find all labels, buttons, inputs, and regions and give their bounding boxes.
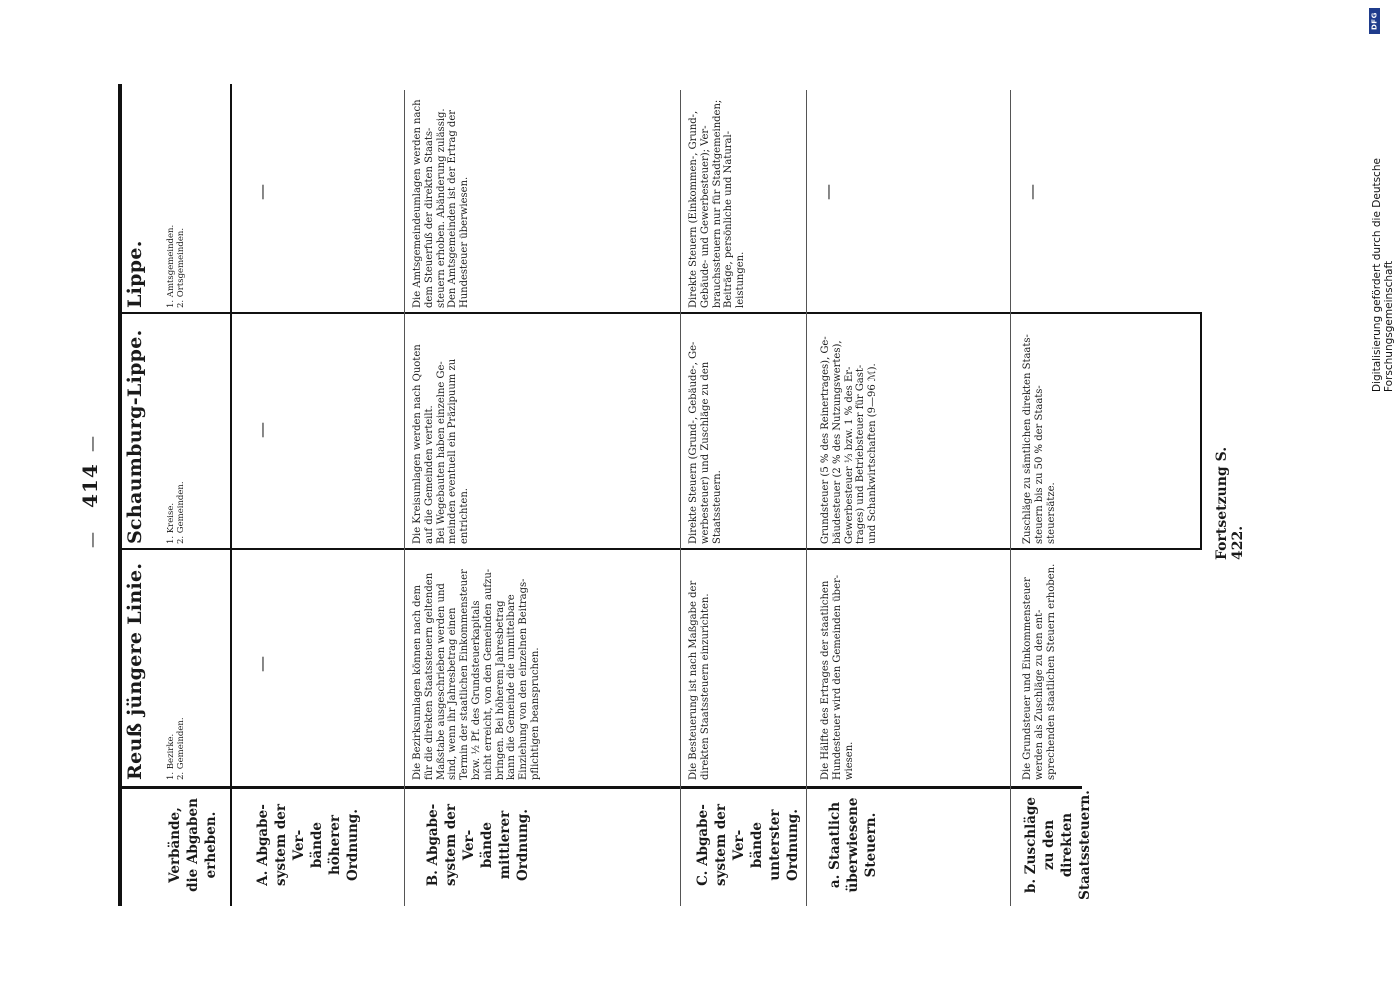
lippe-a-dash: — — [818, 184, 837, 200]
row-label-a: a. Staatlich überwiesene Steuern. — [827, 797, 879, 893]
row-rule-C — [680, 90, 681, 906]
reuss-C-text: Die Besteuerung ist nach Maßgabe der direkten Staatssteuern einzurichten. — [688, 580, 711, 780]
schaumburg-verbaende: 1. Kreise. 2. Gemeinden. — [166, 481, 186, 544]
reuss-verbaende: 1. Bezirke. 2. Gemeinden. — [166, 717, 186, 780]
column-rule-2 — [120, 312, 1202, 314]
continuation-note: Fortsetzung S. 422. — [1214, 446, 1246, 560]
reuss-B-text: Die Bezirksumlagen können nach dem für die direkten Staatssteuern geltenden Maßstabe ausgeschrieben werden und sind, wenn ihr Jahresbetrag einen Termin der staatlichen Einkommensteuer bzw. ½ Pf. des Grundsteuerkapitals nicht erreicht, von den Gemeinden aufzu- bringen. Bei höherem Jahresbetrag kann die Gemeinde die unmittelbare Einziehung von den einzelnen Beitrags- pflichtigen beanspruchen. — [412, 568, 541, 780]
lippe-B-text: Die Amtsgemeindeumlagen werden nach dem Steuerfuß der direkten Staats- steuern erhoben. Abänderung zulässig. Den Amtsgemeinden ist der Ertrag der Hundesteuer überwiesen. — [412, 99, 471, 308]
page-number-dash-left: — — [82, 532, 101, 548]
table-top-rule — [118, 84, 122, 906]
row-label-A: A. Abgabe- system der Ver- bände höherer Ordnung. — [255, 804, 361, 886]
rowlabel-column-rule — [120, 786, 1082, 789]
header-rule — [230, 84, 232, 906]
row-label-C: C. Abgabe- system der Ver- bände unterster Ordnung. — [695, 804, 801, 886]
schaumburg-A-dash: — — [252, 422, 271, 438]
reuss-b-text: Die Grundsteuer und Einkommensteuer werden als Zuschläge zu den ent- sprechenden staatlichen Steuern erhoben. — [1022, 563, 1057, 780]
reuss-A-dash: — — [252, 656, 271, 672]
row-rule-B — [404, 90, 405, 906]
digitization-credit: Digitalisierung gefördert durch die Deutsche Forschungsgemeinschaft — [1371, 158, 1395, 392]
lippe-b-dash: — — [1022, 184, 1041, 200]
schaumburg-b-text: Zuschläge zu sämtlichen direkten Staats- steuern bis zu 50 % der Staats- steuersätze. — [1022, 334, 1057, 544]
page-number-dash-right: — — [82, 436, 101, 452]
page-number: 414 — [78, 463, 102, 508]
table-bottom-rule — [1200, 312, 1202, 550]
row-label-B: B. Abgabe- system der Ver- bände mittlerer Ordnung. — [425, 803, 531, 887]
column-title-schaumburg: Schaumburg-Lippe. — [124, 329, 146, 544]
row-label-b: b. Zuschläge zu den direkten Staatssteuern. — [1023, 790, 1093, 900]
schaumburg-B-text: Die Kreisumlagen werden nach Quoten auf die Gemeinden verteilt. Bei Wegebauten haben einzelne Ge- meinden eventuell ein Präzipuum zu entrichten. — [412, 344, 471, 544]
lippe-C-text: Direkte Steuern (Einkommen-, Grund-, Gebäude- und Gewerbesteuer); Ver- brauchssteuern nur für Stadtgemeinden; Beiträge, persönliche und Natural- leistungen. — [688, 99, 747, 308]
lippe-verbaende: 1. Amtsgemeinden. 2. Ortsgemeinden. — [166, 224, 186, 308]
schaumburg-a-text: Grundsteuer (5 % des Reinertrages), Ge- bäudesteuer (2 % des Nutzungswertes), Gewerbesteuer ⅓ bzw. 1 % des Er- trages) und Betriebsteuer für Gast- und Schankwirtschaften (9—96 ℳ). — [820, 336, 879, 544]
dfg-logo: DFG — [1369, 8, 1380, 34]
lippe-A-dash: — — [252, 184, 271, 200]
reuss-a-text: Die Hälfte des Ertrages der staatlichen Hundesteuer wird den Gemeinden über- wiesen. — [820, 574, 855, 780]
column-title-lippe: Lippe. — [124, 240, 146, 308]
column-rule-1 — [120, 548, 1202, 550]
row-rule-a — [806, 90, 807, 906]
row-label-header: Verbände, die Abgaben erheben. — [167, 798, 219, 892]
column-title-reuss: Reuß jüngere Linie. — [124, 562, 146, 780]
row-rule-b — [1010, 90, 1011, 906]
schaumburg-C-text: Direkte Steuern (Grund-, Gebäude-, Ge- werbesteuer) und Zuschläge zu den Staatssteuern. — [688, 341, 723, 544]
